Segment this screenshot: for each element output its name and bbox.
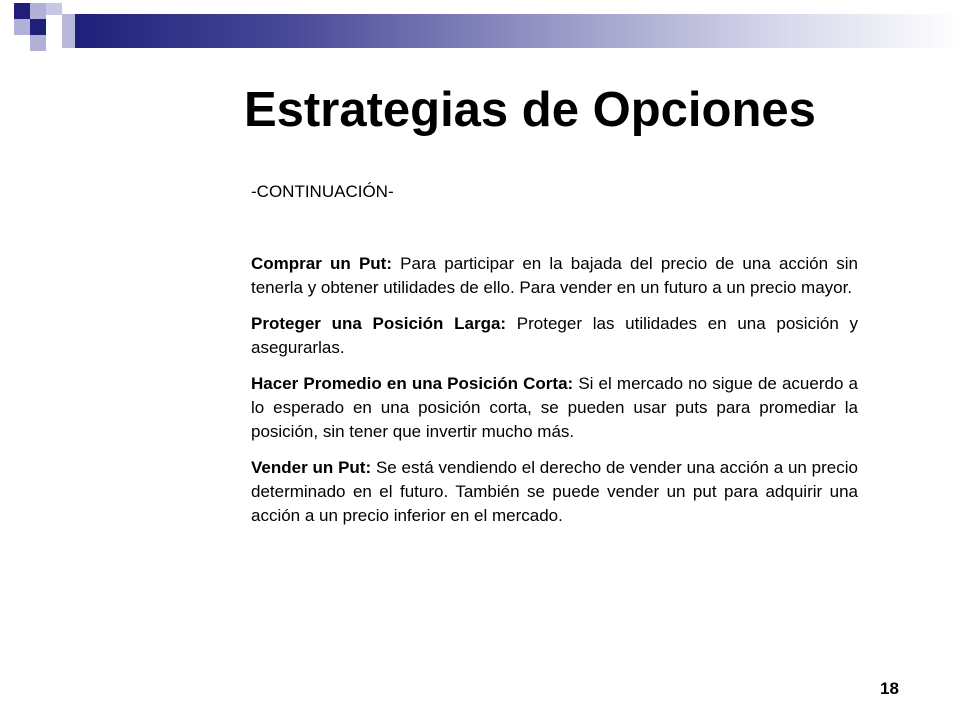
decorative-square-light: [62, 14, 75, 48]
slide-subtitle: -CONTINUACIÓN-: [251, 182, 394, 201]
strategy-term: Proteger una Posición Larga:: [251, 314, 507, 333]
decorative-square-light: [14, 19, 30, 35]
strategies-list: [251, 252, 858, 540]
decorative-square-dark: [14, 3, 30, 19]
slide-title: Estrategias de Opciones: [244, 83, 816, 137]
strategy-item: [251, 252, 858, 300]
decorative-square-light: [30, 3, 46, 19]
strategy-description: Si el mercado no sigue de acuerdo a lo esperado en una posición corta, se pueden usar puts para promediar la posición, sin tener que invertir mucho más.: [251, 374, 858, 441]
strategy-item: [251, 312, 858, 360]
strategy-item: [251, 372, 858, 444]
strategy-description: Proteger las utilidades en una posición y asegurarlas.: [251, 314, 858, 357]
header-gradient-bar: [75, 14, 960, 48]
strategy-term: Hacer Promedio en una Posición Corta:: [251, 374, 574, 393]
decorative-square-light: [30, 35, 46, 51]
decorative-square-dark: [30, 19, 46, 35]
strategy-term: Comprar un Put:: [251, 254, 392, 273]
page-number: 18: [880, 679, 899, 698]
header-decoration: [0, 0, 960, 60]
strategy-item: [251, 456, 858, 528]
strategy-term: Vender un Put:: [251, 458, 372, 477]
strategy-description: Se está vendiendo el derecho de vender una acción a un precio determinado en el futuro. También se puede vender un put para adquirir una acción a un precio inferior en el mercado.: [251, 458, 858, 525]
decorative-square-light: [46, 3, 62, 15]
strategy-description: Para participar en la bajada del precio de una acción sin tenerla y obtener utilidades de ello. Para vender en un futuro a un precio mayor.: [251, 254, 858, 297]
